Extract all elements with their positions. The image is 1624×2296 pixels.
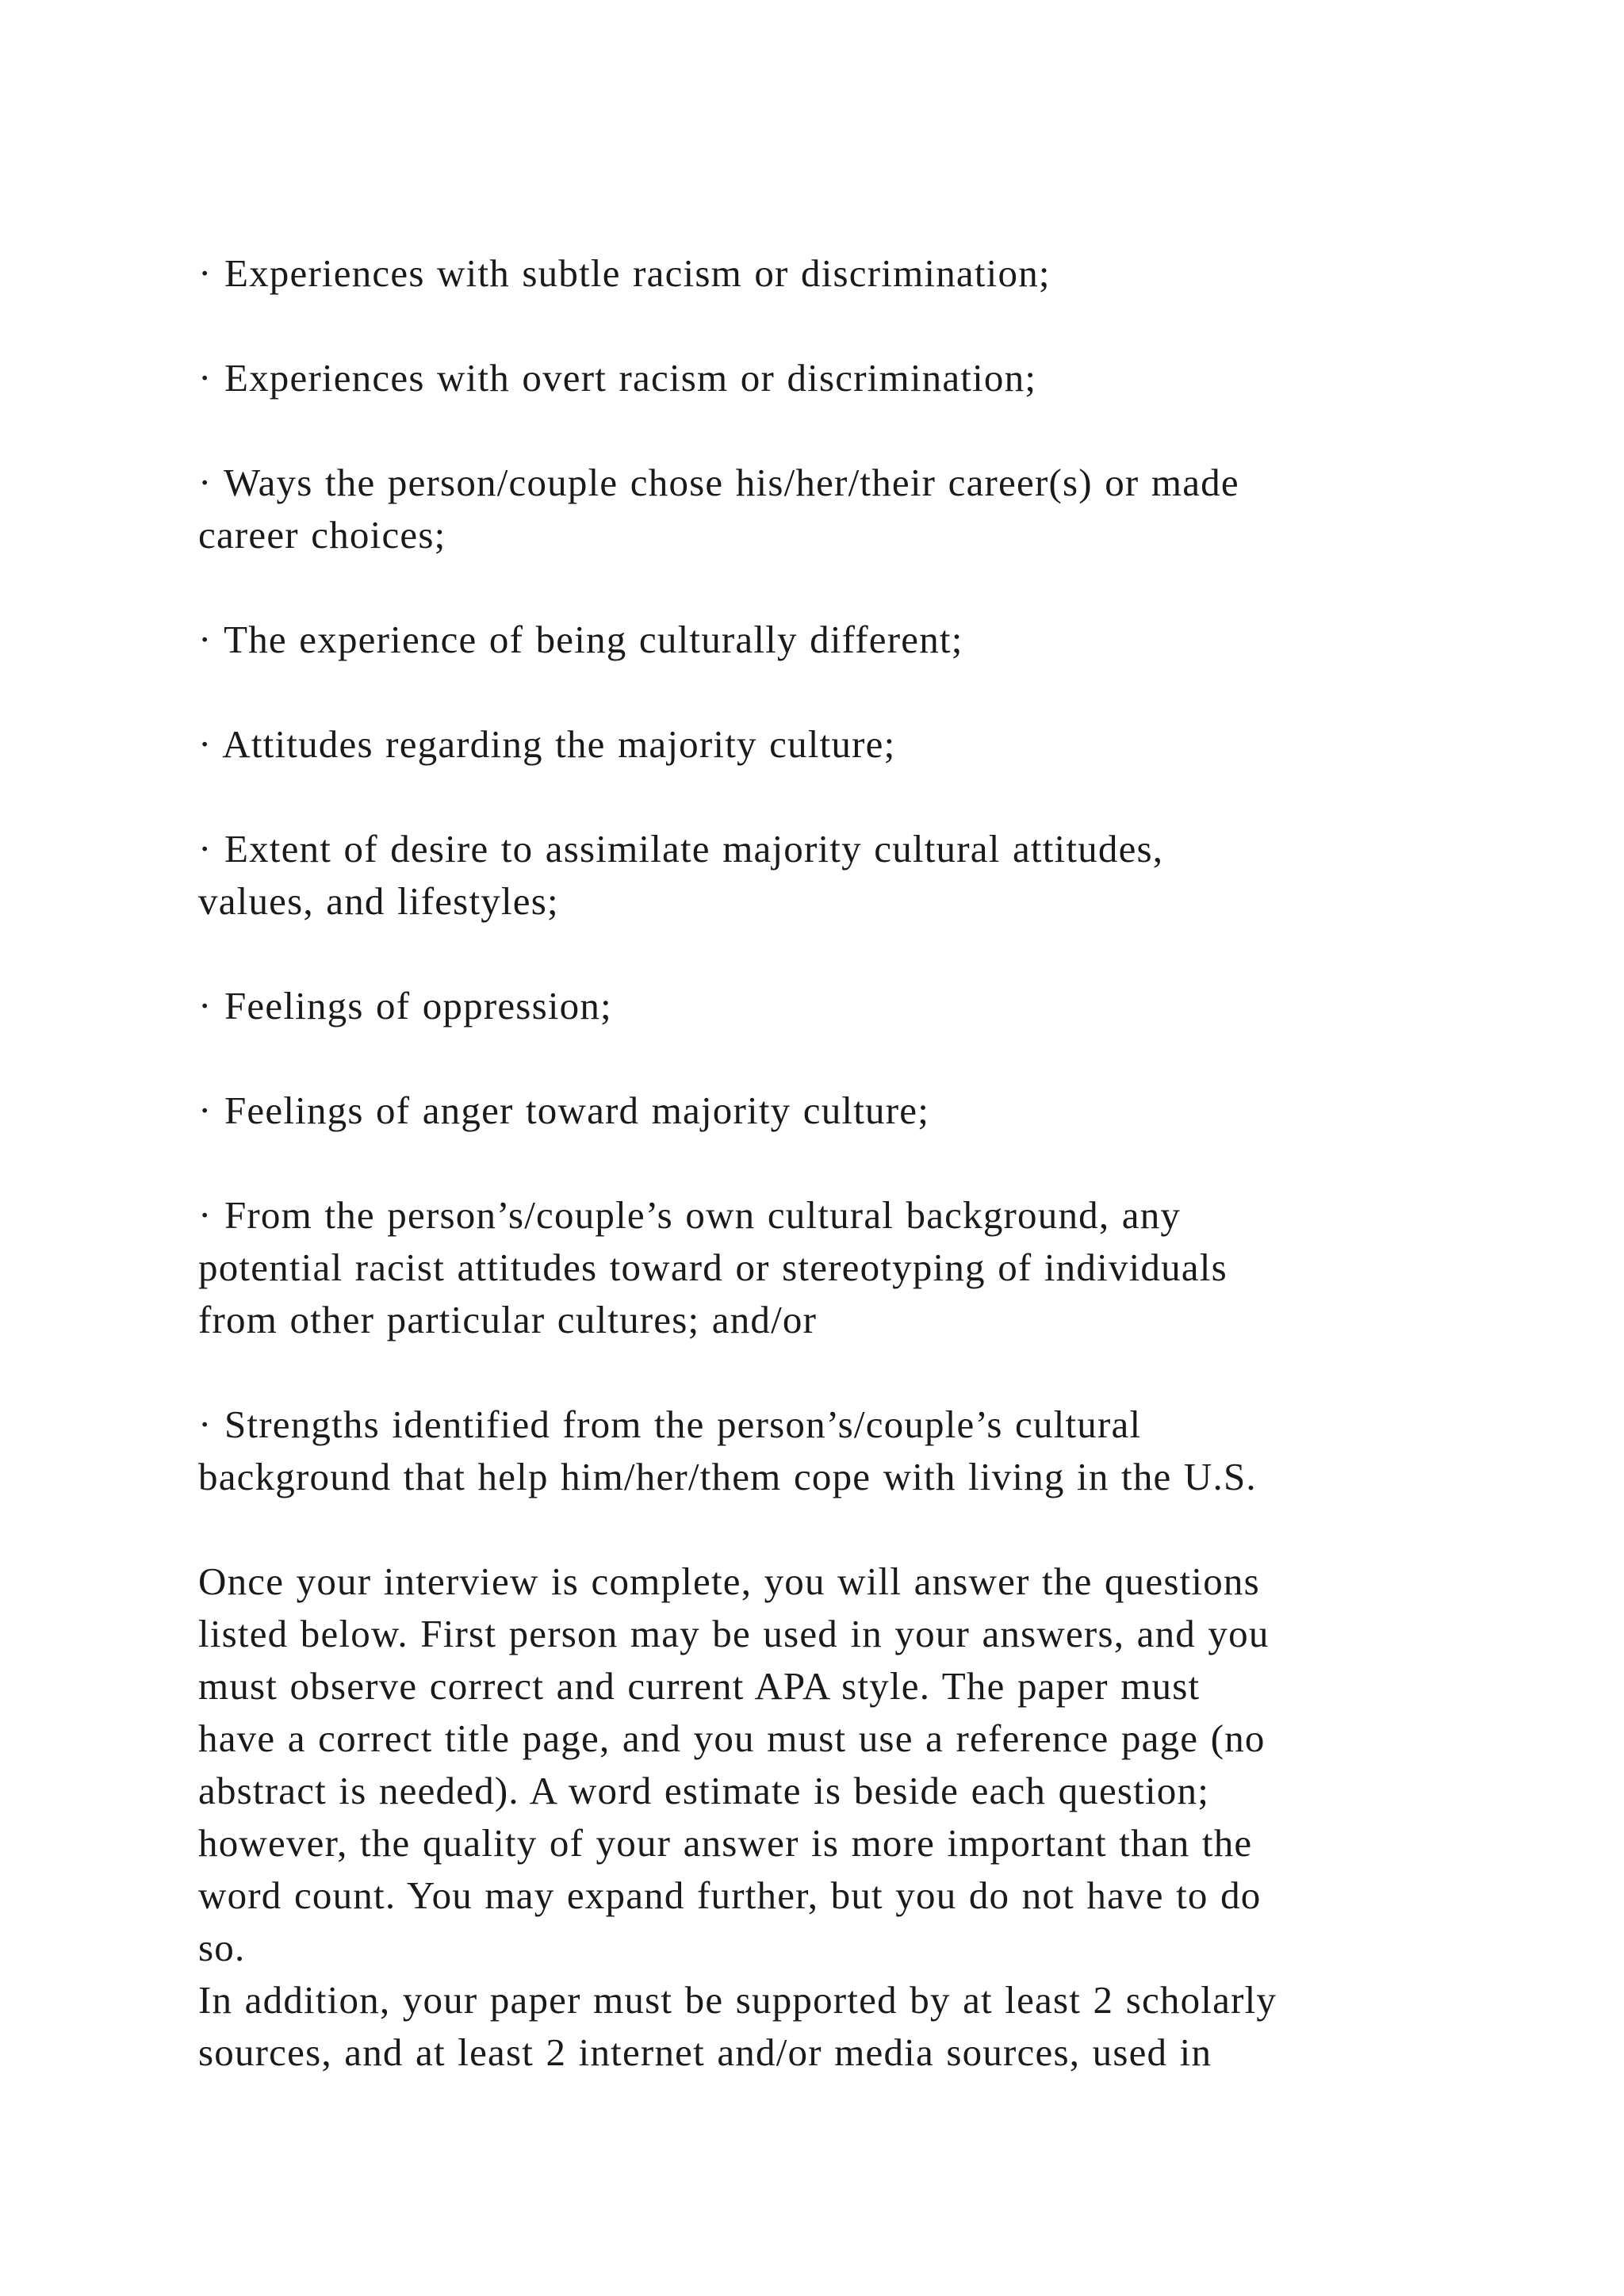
bullet-item-overt-racism: · Experiences with overt racism or discrimination; [198, 356, 1037, 400]
paragraph-interview-instructions: Once your interview is complete, you will answer the questions listed below. First person may be used in your answers, and you must observe correct and current APA style. The paper must have a correct title page, and you must use a reference page (no abstract is needed). A word estimate is beside each question; however, the quality of your answer is more important than the word count. You may expand further, but you do not have to do so. [198, 1559, 1270, 1969]
bullet-item-culturally-different: · The experience of being culturally different; [198, 618, 963, 661]
bullet-item-anger: · Feelings of anger toward majority culture; [198, 1089, 930, 1132]
bullet-item-subtle-racism: · Experiences with subtle racism or discrimination; [198, 251, 1051, 295]
bullet-item-majority-attitudes: · Attitudes regarding the majority culture; [198, 722, 896, 766]
bullet-item-racist-attitudes: · From the person’s/couple’s own cultural background, any potential racist attitudes toward or stereotyping of individuals from other particular cultures; and/or [198, 1193, 1228, 1341]
bullet-item-career-choices: · Ways the person/couple chose his/her/their career(s) or made career choices; [198, 461, 1239, 557]
paragraph-sources-requirement: In addition, your paper must be supported by at least 2 scholarly sources, and at least 2 internet and/or media sources, used in [198, 1978, 1277, 2074]
bullet-item-assimilation: · Extent of desire to assimilate majority cultural attitudes, values, and lifestyles; [198, 827, 1164, 923]
bullet-item-strengths: · Strengths identified from the person’s/couple’s cultural background that help him/her/them cope with living in the U.S. [198, 1402, 1257, 1498]
document-body [198, 247, 1467, 2079]
bullet-item-oppression: · Feelings of oppression; [198, 984, 612, 1027]
